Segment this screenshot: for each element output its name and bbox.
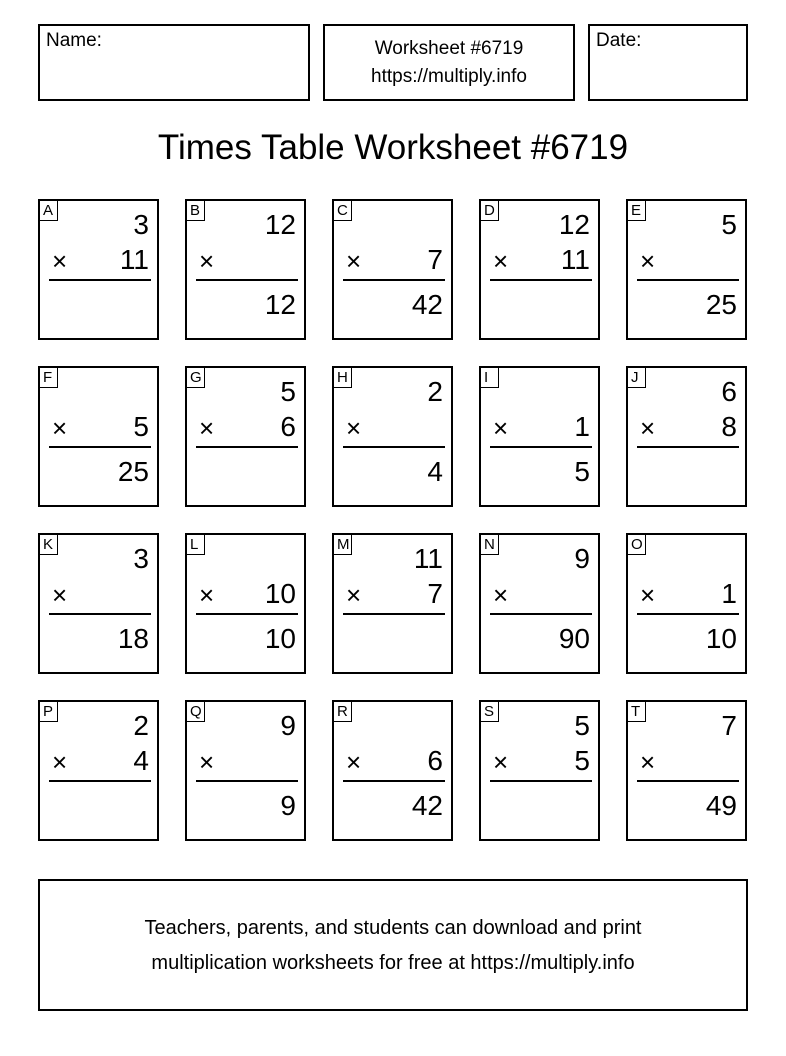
name-field[interactable] (38, 24, 310, 101)
answer-line (196, 780, 298, 782)
problem-letter: T (628, 702, 646, 722)
bottom-operand: 5 (574, 745, 590, 776)
times-sign: × (493, 580, 509, 610)
problem-b (185, 199, 306, 340)
answer: 42 (411, 790, 443, 821)
problem-letter: R (334, 702, 352, 722)
bottom-operand: 1 (574, 411, 590, 442)
problem-letter: J (628, 368, 646, 388)
answer-line (490, 446, 592, 448)
times-sign: × (640, 246, 656, 276)
times-sign: × (640, 747, 656, 777)
problem-letter: N (481, 535, 499, 555)
bottom-operand: 7 (427, 244, 443, 275)
problem-g (185, 366, 306, 507)
date-label: Date: (596, 30, 642, 51)
top-operand: 7 (721, 710, 737, 741)
bottom-operand: 5 (133, 411, 149, 442)
answer: 4 (427, 456, 443, 487)
answer: 10 (705, 623, 737, 654)
problem-t (626, 700, 747, 841)
worksheet-id: Worksheet #6719 (374, 38, 524, 59)
answer-line (343, 780, 445, 782)
answer-line (637, 446, 739, 448)
problem-o (626, 533, 747, 674)
problem-letter: D (481, 201, 499, 221)
problem-letter: Q (187, 702, 205, 722)
answer: 90 (558, 623, 590, 654)
date-field[interactable] (588, 24, 748, 101)
top-operand: 5 (721, 209, 737, 240)
bottom-operand: 11 (560, 244, 590, 275)
problem-p (38, 700, 159, 841)
answer: 10 (264, 623, 296, 654)
problem-letter: S (481, 702, 499, 722)
answer: 5 (574, 456, 590, 487)
times-sign: × (346, 747, 362, 777)
times-sign: × (52, 747, 68, 777)
times-sign: × (52, 413, 68, 443)
times-sign: × (346, 246, 362, 276)
answer-line (637, 780, 739, 782)
times-sign: × (199, 413, 215, 443)
problem-letter: C (334, 201, 352, 221)
answer-line (49, 780, 151, 782)
worksheet-info-box (323, 24, 575, 101)
problem-a (38, 199, 159, 340)
top-operand: 2 (427, 376, 443, 407)
answer-line (196, 279, 298, 281)
page-title: Times Table Worksheet #6719 (157, 128, 629, 167)
times-sign: × (493, 246, 509, 276)
worksheet-url: https://multiply.info (371, 66, 527, 87)
answer-line (196, 446, 298, 448)
answer-line (196, 613, 298, 615)
top-operand: 12 (558, 209, 590, 240)
top-operand: 5 (280, 376, 296, 407)
times-sign: × (52, 580, 68, 610)
problem-h (332, 366, 453, 507)
times-sign: × (52, 246, 68, 276)
problem-letter: L (187, 535, 205, 555)
problem-letter: F (40, 368, 58, 388)
top-operand: 2 (133, 710, 149, 741)
problem-letter: A (40, 201, 58, 221)
name-label: Name: (46, 30, 102, 51)
answer: 49 (705, 790, 737, 821)
top-operand: 5 (574, 710, 590, 741)
top-operand: 6 (721, 376, 737, 407)
problem-k (38, 533, 159, 674)
problem-c (332, 199, 453, 340)
problem-f (38, 366, 159, 507)
answer: 18 (117, 623, 149, 654)
times-sign: × (640, 413, 656, 443)
answer-line (49, 613, 151, 615)
answer-line (49, 279, 151, 281)
problem-letter: G (187, 368, 205, 388)
times-sign: × (199, 246, 215, 276)
bottom-operand: 4 (133, 745, 149, 776)
problem-i (479, 366, 600, 507)
bottom-operand: 10 (264, 578, 296, 609)
problem-m (332, 533, 453, 674)
problem-q (185, 700, 306, 841)
problem-letter: I (481, 368, 499, 388)
problem-e (626, 199, 747, 340)
answer: 42 (411, 289, 443, 320)
times-sign: × (199, 580, 215, 610)
times-sign: × (346, 580, 362, 610)
footer-line-2: multiplication worksheets for free at https://multiply.info (151, 952, 635, 974)
top-operand: 3 (133, 543, 149, 574)
answer-line (49, 446, 151, 448)
problem-letter: B (187, 201, 205, 221)
bottom-operand: 11 (119, 244, 149, 275)
bottom-operand: 1 (721, 578, 737, 609)
bottom-operand: 8 (721, 411, 737, 442)
problem-n (479, 533, 600, 674)
answer-line (343, 446, 445, 448)
problem-j (626, 366, 747, 507)
problem-d (479, 199, 600, 340)
problem-letter: H (334, 368, 352, 388)
problem-letter: P (40, 702, 58, 722)
bottom-operand: 6 (427, 745, 443, 776)
answer: 25 (705, 289, 737, 320)
answer-line (637, 279, 739, 281)
problem-letter: O (628, 535, 646, 555)
bottom-operand: 7 (427, 578, 443, 609)
problem-letter: E (628, 201, 646, 221)
bottom-operand: 6 (280, 411, 296, 442)
problem-letter: K (40, 535, 58, 555)
answer-line (637, 613, 739, 615)
problem-l (185, 533, 306, 674)
answer-line (343, 279, 445, 281)
times-sign: × (493, 747, 509, 777)
top-operand: 9 (280, 710, 296, 741)
footer-box (38, 879, 748, 1011)
times-sign: × (346, 413, 362, 443)
footer-line-1: Teachers, parents, and students can download and print (144, 917, 642, 939)
answer-line (490, 780, 592, 782)
top-operand: 9 (574, 543, 590, 574)
problem-s (479, 700, 600, 841)
answer: 9 (280, 790, 296, 821)
times-sign: × (493, 413, 509, 443)
top-operand: 11 (413, 543, 443, 574)
top-operand: 12 (264, 209, 296, 240)
top-operand: 3 (133, 209, 149, 240)
problem-letter: M (334, 535, 352, 555)
answer-line (343, 613, 445, 615)
times-sign: × (640, 580, 656, 610)
answer: 12 (264, 289, 296, 320)
problem-r (332, 700, 453, 841)
answer-line (490, 279, 592, 281)
times-sign: × (199, 747, 215, 777)
answer-line (490, 613, 592, 615)
answer: 25 (117, 456, 149, 487)
